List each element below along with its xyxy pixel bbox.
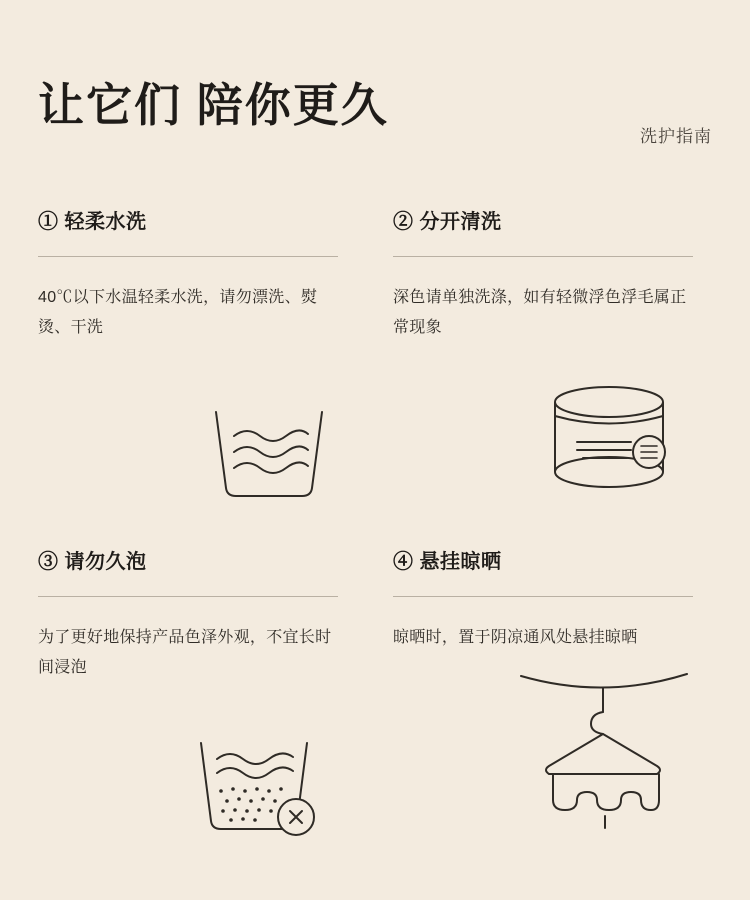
care-item-divider: [393, 596, 693, 597]
care-item-divider: [38, 256, 338, 257]
care-item-title: ② 分开清洗: [393, 211, 502, 233]
care-item-divider: [393, 256, 693, 257]
care-item-title: ④ 悬挂晾晒: [393, 551, 502, 573]
care-item-icon-wrap: [393, 355, 693, 505]
care-item-icon-wrap: [38, 355, 338, 505]
care-item-title: ③ 请勿久泡: [38, 551, 147, 573]
care-item-icon-wrap: [38, 695, 338, 845]
care-item-body: 深色请单独洗涤，如有轻微浮色浮毛属正常现象: [393, 289, 687, 336]
care-item-title: ① 轻柔水洗: [38, 211, 147, 233]
care-item-3: [38, 545, 338, 682]
care-item-2: [393, 205, 693, 342]
care-item-icon-wrap: [393, 685, 693, 835]
page-header: [0, 78, 750, 158]
no-soaking-basin-icon: [189, 725, 334, 845]
page-subtitle: 洗护指南: [640, 127, 712, 146]
care-item-body: 40℃以下水温轻柔水洗，请勿漂洗、熨烫、干洗: [38, 289, 318, 336]
care-item-4: [393, 545, 693, 653]
hand-wash-basin-icon: [204, 390, 334, 505]
care-item-body: 晾晒时，置于阴凉通风处悬挂晾晒: [393, 629, 638, 646]
care-item-body: 为了更好地保持产品色泽外观，不宜长时间浸泡: [38, 629, 332, 676]
page-title: 让它们 陪你更久: [38, 79, 389, 131]
care-item-divider: [38, 596, 338, 597]
care-item-1: [38, 205, 338, 342]
washing-drum-icon: [543, 380, 683, 505]
hanger-line-dry-icon: [519, 670, 689, 835]
